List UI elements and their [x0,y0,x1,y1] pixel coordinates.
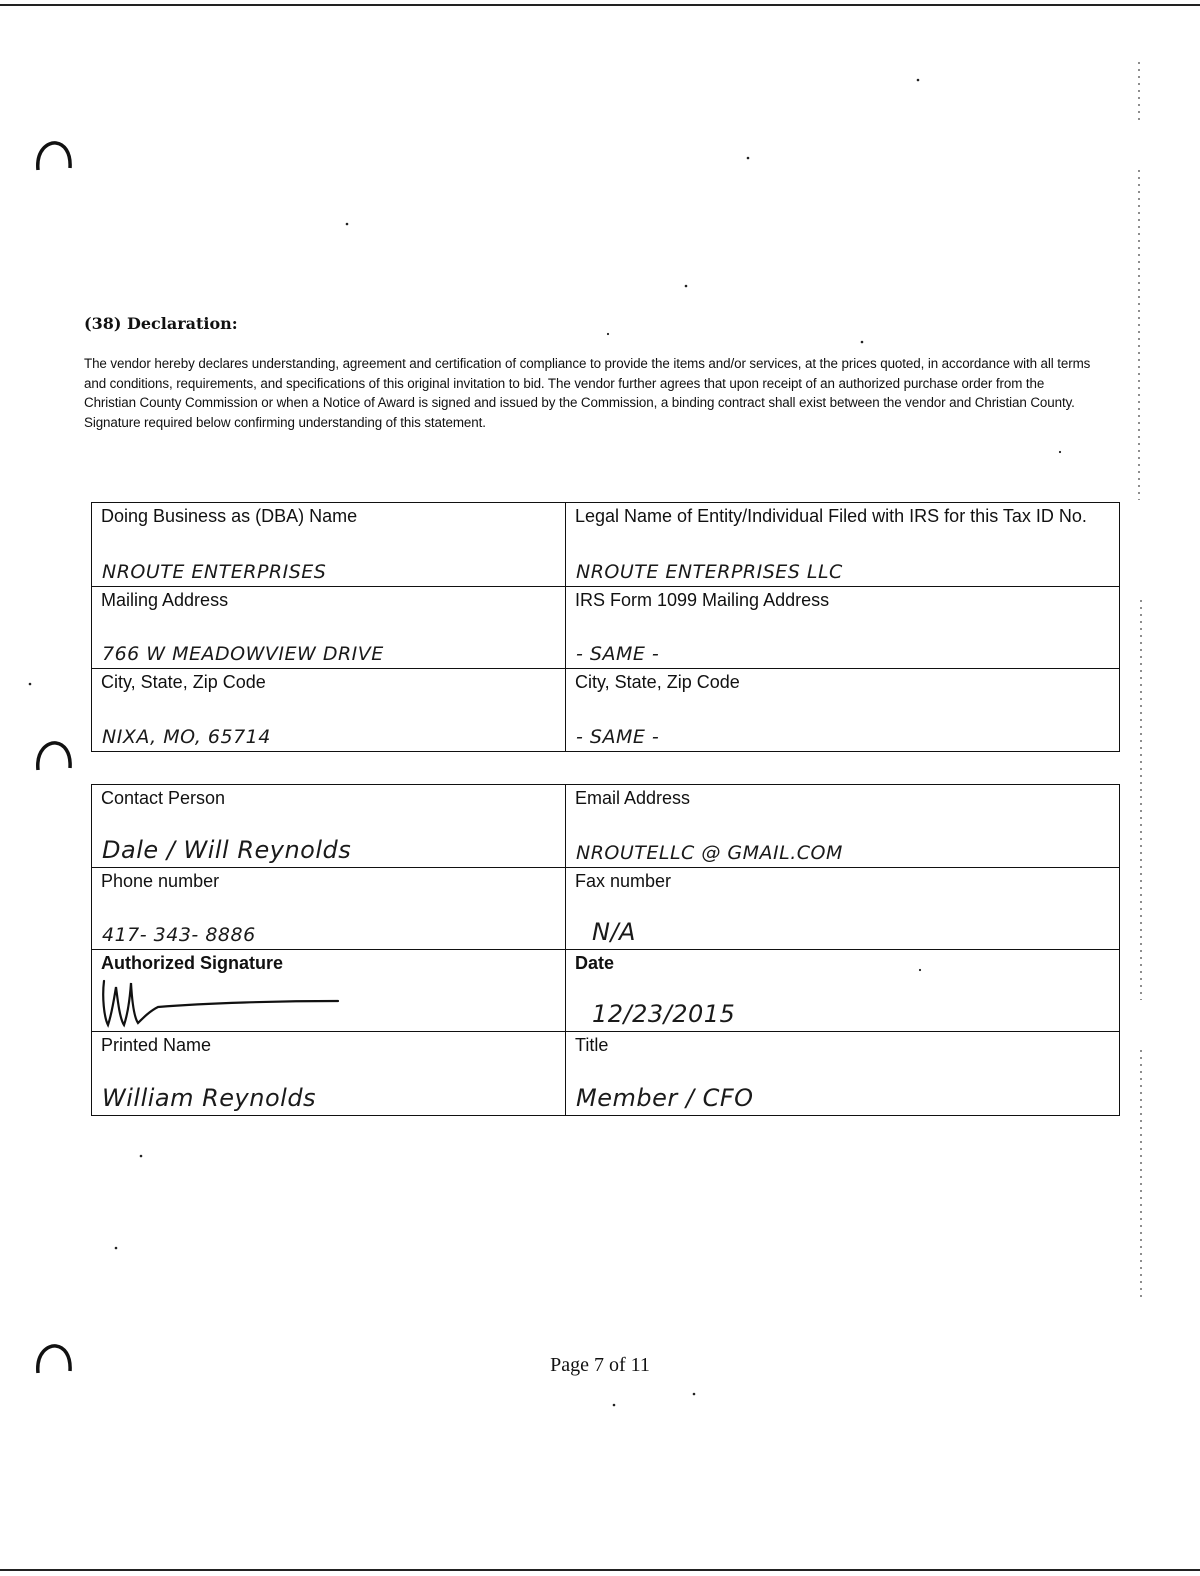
mailing-address-label: Mailing Address [101,590,229,610]
dba-label: Doing Business as (DBA) Name [101,506,358,526]
fax-number-value: N/A [592,918,636,946]
city-state-zip-label: City, State, Zip Code [101,672,266,692]
irs-mailing-address-value: - SAME - [576,643,660,665]
section-title: (38) Declaration: [84,314,238,333]
fax-number-label: Fax number [575,871,672,891]
title-cell [566,1032,1120,1116]
mailing-address-value: 766 W MEADOWVIEW DRIVE [102,643,384,665]
email-address-label: Email Address [575,788,691,808]
phone-number-label: Phone number [101,871,220,891]
punch-hole-mark [34,738,72,776]
table-row [92,1032,1120,1116]
title-value: Member / CFO [576,1084,754,1112]
table-row [92,868,1120,950]
legal-name-value: NROUTE ENTERPRISES LLC [576,561,843,583]
irs-mailing-address-cell [566,587,1120,669]
email-address-cell [566,785,1120,868]
authorized-signature-cell [92,950,566,1032]
vendor-info-table [91,502,1120,752]
table-row [92,785,1120,868]
dba-cell [92,503,566,587]
table-row [92,669,1120,752]
bottom-rule [0,1569,1200,1571]
legal-name-label: Legal Name of Entity/Individual Filed with IRS for this Tax ID No. [575,506,1087,526]
email-address-value: NROUTELLC @ GMAIL.COM [576,842,843,864]
printed-name-label: Printed Name [101,1035,212,1055]
table-row [92,503,1120,587]
irs-mailing-address-label: IRS Form 1099 Mailing Address [575,590,830,610]
phone-number-value: 417- 343- 8886 [102,924,256,946]
handwritten-signature [98,973,358,1029]
contact-person-value: Dale / Will Reynolds [102,836,352,864]
city-state-zip-value: NIXA, MO, 65714 [102,726,271,748]
city-state-zip-cell [92,669,566,752]
declaration-text: The vendor hereby declares understanding, agreement and certification of compliance to provide the items and/or services, at the prices quoted, in accordance with all terms and conditions, requirements, and specifications of this original invitation to bid. The vendor further agrees that upon receipt of an authorized purchase order from the Christian County Commission or when a Notice of Award is signed and issued by the Commission, a binding contract shall exist between the vendor and Christian County. Signature required below confirming understanding of this statement. [84,356,1091,430]
legal-name-cell [566,503,1120,587]
table-row [92,950,1120,1032]
date-cell [566,950,1120,1032]
contact-info-table [91,784,1120,1116]
top-rule [0,4,1200,6]
irs-city-state-zip-value: - SAME - [576,726,660,748]
fax-number-cell [566,868,1120,950]
irs-city-state-zip-cell [566,669,1120,752]
page-number: Page 7 of 11 [550,1354,650,1376]
contact-person-label: Contact Person [101,788,226,808]
date-value: 12/23/2015 [592,1000,736,1028]
phone-number-cell [92,868,566,950]
dba-value: NROUTE ENTERPRISES [102,561,327,583]
title-label: Title [575,1035,609,1055]
printed-name-value: William Reynolds [102,1084,317,1112]
irs-city-state-zip-label: City, State, Zip Code [575,672,740,692]
date-label: Date [575,953,615,973]
authorized-signature-label: Authorized Signature [101,953,284,973]
punch-hole-mark [34,138,72,176]
mailing-address-cell [92,587,566,669]
contact-person-cell [92,785,566,868]
printed-name-cell [92,1032,566,1116]
table-row [92,587,1120,669]
